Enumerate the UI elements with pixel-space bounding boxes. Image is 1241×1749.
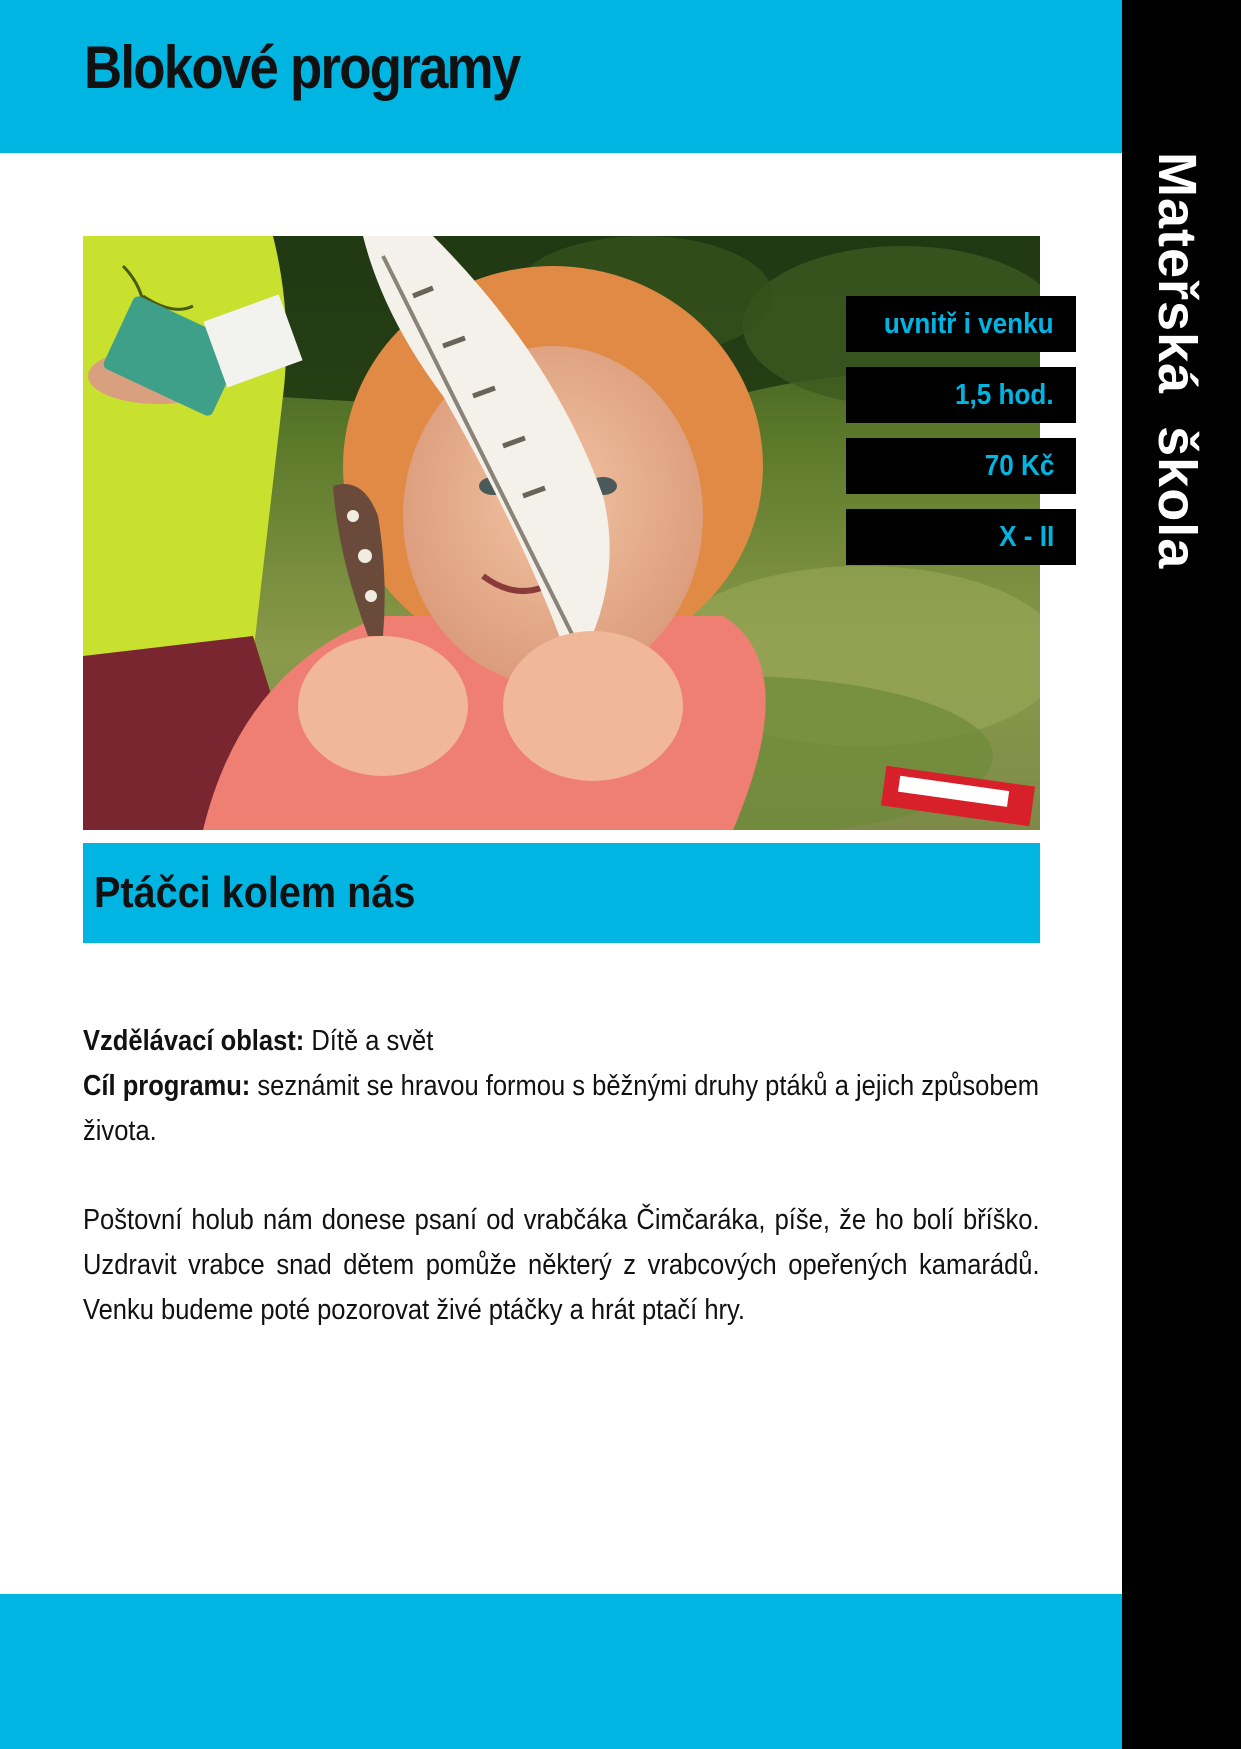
description-text: Poštovní holub nám donese psaní od vrabčáka Čimčaráka, píše, že ho bolí bříško. Uzdravit vrabce snad dětem pomůže některý z vrabcových opeřených kamarádů. Venku budeme poté pozorovat živé ptáčky a hrát ptačí hry. bbox=[83, 1204, 1040, 1326]
tag-price: 70 Kč bbox=[846, 438, 1076, 494]
area-value: Dítě a svět bbox=[304, 1025, 434, 1057]
side-category-label: Mateřská škola bbox=[1147, 152, 1207, 570]
area-line bbox=[83, 1019, 1040, 1064]
area-label: Vzdělávací oblast: bbox=[83, 1025, 305, 1057]
goal-line bbox=[83, 1064, 1040, 1154]
page-title: Blokové programy bbox=[84, 34, 520, 101]
tag-months: X - II bbox=[846, 509, 1076, 565]
program-info bbox=[83, 1019, 1040, 1154]
program-title-band bbox=[83, 843, 1040, 943]
goal-value: seznámit se hravou formou s běžnými druhy ptáků a jejich způsobem života. bbox=[83, 1070, 1039, 1147]
footer-band bbox=[0, 1594, 1122, 1749]
goal-label: Cíl programu: bbox=[83, 1070, 251, 1102]
program-description bbox=[83, 1198, 1040, 1333]
program-title: Ptáčci kolem nás bbox=[94, 868, 416, 917]
tag-duration: 1,5 hod. bbox=[846, 367, 1076, 423]
tag-location: uvnitř i venku bbox=[846, 296, 1076, 352]
